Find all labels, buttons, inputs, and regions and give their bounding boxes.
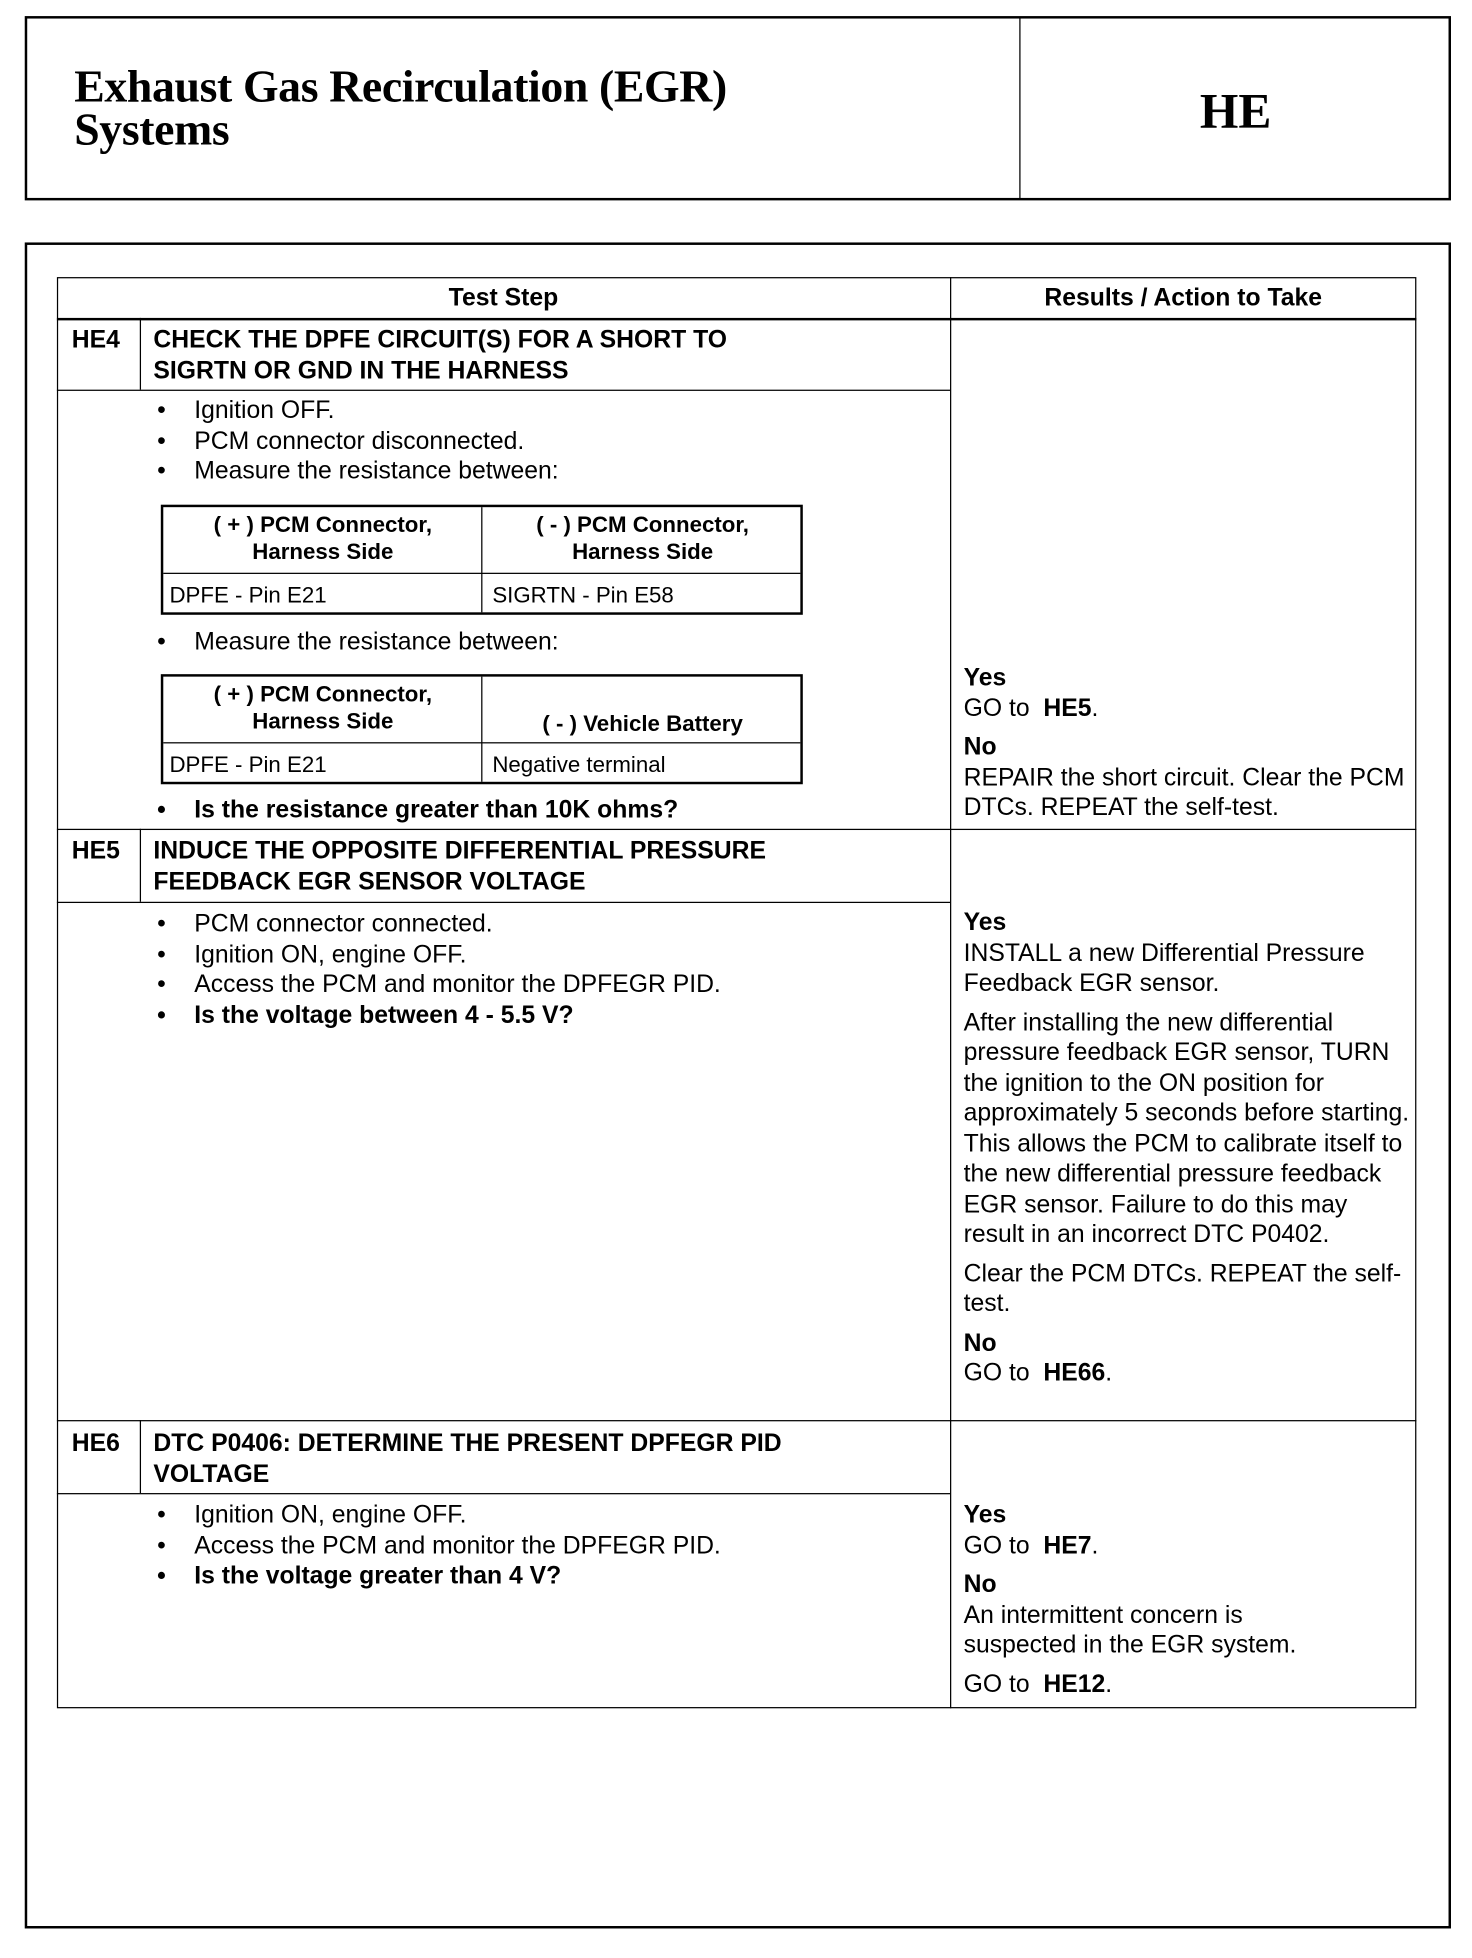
- column-divider: [950, 277, 951, 1708]
- code-divider: [140, 1420, 141, 1493]
- list-item: • Access the PCM and monitor the DPFEGR PID.: [157, 1532, 721, 1560]
- result-no-action: REPAIR the short circuit. Clear the PCM DTCs. REPEAT the self-test.: [963, 763, 1405, 822]
- bullet-text: Measure the resistance between:: [194, 457, 559, 485]
- step-title-line-1: CHECK THE DPFE CIRCUIT(S) FOR A SHORT TO: [153, 326, 727, 354]
- list-item: • Ignition ON, engine OFF.: [157, 1501, 467, 1529]
- list-item: • Measure the resistance between:: [157, 457, 559, 485]
- pin-table-cell: SIGRTN - Pin E58: [492, 582, 674, 608]
- step-title-line: [57, 1493, 950, 1494]
- step-bullets: [157, 396, 559, 487]
- row-divider: [163, 573, 800, 574]
- bullet-text: Access the PCM and monitor the DPFEGR PID.: [194, 1532, 721, 1560]
- step-results: [964, 663, 1414, 823]
- result-yes-label: Yes: [963, 664, 1007, 692]
- step-code: HE4: [71, 326, 120, 354]
- header-row-line: [57, 318, 1416, 320]
- question-text: Is the voltage between 4 - 5.5 V?: [194, 1001, 574, 1029]
- step-title-line-2: FEEDBACK EGR SENSOR VOLTAGE: [153, 868, 586, 896]
- pin-table-header: [482, 511, 802, 565]
- result-no-label: No: [963, 1329, 997, 1357]
- go-to-text: GO to: [963, 1532, 1030, 1560]
- bullet-text: Ignition ON, engine OFF.: [194, 940, 467, 968]
- result-yes-action: GO to HE7.: [963, 1532, 1099, 1560]
- question-text: Is the voltage greater than 4 V?: [194, 1562, 562, 1590]
- result-no-action: GO to HE66.: [963, 1359, 1113, 1387]
- step-title-line-2: SIGRTN OR GND IN THE HARNESS: [153, 357, 569, 385]
- header-text: Harness Side: [572, 539, 714, 565]
- step-divider: [57, 1420, 1416, 1421]
- step-results: [964, 1500, 1414, 1699]
- go-to-link[interactable]: HE7: [1043, 1532, 1092, 1560]
- go-to-link[interactable]: HE5: [1043, 694, 1092, 722]
- step-question: • Is the voltage between 4 - 5.5 V?: [157, 1001, 574, 1029]
- header-text: ( - ) PCM Connector,: [536, 512, 750, 537]
- pin-table-header: [163, 680, 482, 734]
- go-to-text: GO to: [963, 1670, 1030, 1698]
- header-divider: [1019, 17, 1020, 199]
- bullet-text: PCM connector connected.: [194, 910, 493, 938]
- bullet-text: Measure the resistance between:: [194, 628, 559, 656]
- step-title: [153, 1429, 781, 1491]
- result-yes-action: GO to HE5.: [963, 694, 1099, 722]
- result-yes-label: Yes: [963, 909, 1007, 937]
- pin-table-cell: DPFE - Pin E21: [169, 752, 327, 777]
- list-item: • Ignition OFF.: [157, 397, 335, 425]
- go-to-link[interactable]: HE66: [1043, 1359, 1106, 1387]
- step-title-line-2: VOLTAGE: [153, 1460, 270, 1489]
- header-text: Harness Side: [252, 708, 394, 734]
- step-title: [153, 836, 766, 898]
- step-title-line: [57, 902, 950, 903]
- header-text: Harness Side: [252, 539, 394, 565]
- step-title-line-1: INDUCE THE OPPOSITE DIFFERENTIAL PRESSURE: [153, 837, 767, 865]
- result-no-label: No: [963, 1570, 997, 1599]
- step-title-line: [57, 390, 950, 391]
- list-item: • PCM connector disconnected.: [157, 427, 525, 455]
- header-text: ( + ) PCM Connector,: [213, 512, 433, 537]
- result-yes-followup: Clear the PCM DTCs. REPEAT the self-test.: [963, 1259, 1402, 1318]
- result-yes-note: After installing the new differential pressure feedback EGR sensor, TURN the ignition to the ON position for approximately 5 seconds before starting. This allows the PCM to calibrate itself to the new differential pressure feedback EGR sensor. Failure to do this may result in an incorrect DTC P0402.: [963, 1008, 1410, 1249]
- cell-divider: [481, 507, 482, 612]
- pin-table-2: [161, 674, 803, 784]
- pin-table-cell: Negative terminal: [492, 752, 666, 777]
- go-to-link[interactable]: HE12: [1043, 1670, 1106, 1698]
- result-no-goto: GO to HE12.: [963, 1670, 1113, 1698]
- column-header-results: Results / Action to Take: [1044, 284, 1323, 312]
- bullet-text: PCM connector disconnected.: [194, 427, 525, 455]
- title-line-2: Systems: [74, 105, 230, 156]
- cell-divider: [481, 677, 482, 782]
- step-divider: [57, 829, 1416, 830]
- result-no-label: No: [963, 733, 997, 761]
- code-divider: [140, 318, 141, 390]
- pin-table-cell: DPFE - Pin E21: [169, 582, 327, 608]
- result-no-action: An intermittent concern is suspected in the EGR system.: [963, 1601, 1297, 1659]
- step-bullets: [157, 909, 721, 1030]
- step-results: [964, 908, 1414, 1389]
- go-to-text: GO to: [963, 694, 1030, 722]
- bullet-text: Ignition ON, engine OFF.: [194, 1501, 467, 1529]
- result-yes-label: Yes: [963, 1501, 1007, 1529]
- step-question: • Is the resistance greater than 10K ohms?: [157, 796, 679, 824]
- list-item: • Measure the resistance between:: [157, 628, 559, 656]
- pin-table-header: ( - ) Vehicle Battery: [542, 711, 743, 737]
- pin-table-header: [163, 511, 482, 565]
- step-title-line-1: DTC P0406: DETERMINE THE PRESENT DPFEGR PID: [153, 1429, 782, 1458]
- code-divider: [140, 829, 141, 902]
- question-text: Is the resistance greater than 10K ohms?: [194, 796, 679, 824]
- step-question: • Is the voltage greater than 4 V?: [157, 1562, 562, 1590]
- bullet-text: Access the PCM and monitor the DPFEGR PID.: [194, 971, 721, 999]
- step-code: HE6: [71, 1429, 120, 1458]
- title-line-1: Exhaust Gas Recirculation (EGR): [74, 61, 727, 113]
- list-item: • Ignition ON, engine OFF.: [157, 940, 467, 968]
- row-divider: [163, 742, 800, 743]
- page-title: [74, 61, 727, 156]
- column-header-test-step: Test Step: [448, 284, 559, 312]
- step-title: [153, 325, 727, 387]
- result-yes-action: INSTALL a new Differential Pressure Feedback EGR sensor.: [963, 939, 1365, 998]
- step-code: HE5: [71, 837, 120, 865]
- section-code: HE: [1199, 82, 1272, 139]
- list-item: • PCM connector connected.: [157, 910, 493, 938]
- go-to-text: GO to: [963, 1359, 1030, 1387]
- list-item: • Access the PCM and monitor the DPFEGR PID.: [157, 971, 721, 999]
- bullet-text: Ignition OFF.: [194, 397, 335, 425]
- step-bullets: [157, 1500, 721, 1591]
- pin-table-1: [161, 505, 803, 615]
- header-text: ( + ) PCM Connector,: [213, 681, 433, 707]
